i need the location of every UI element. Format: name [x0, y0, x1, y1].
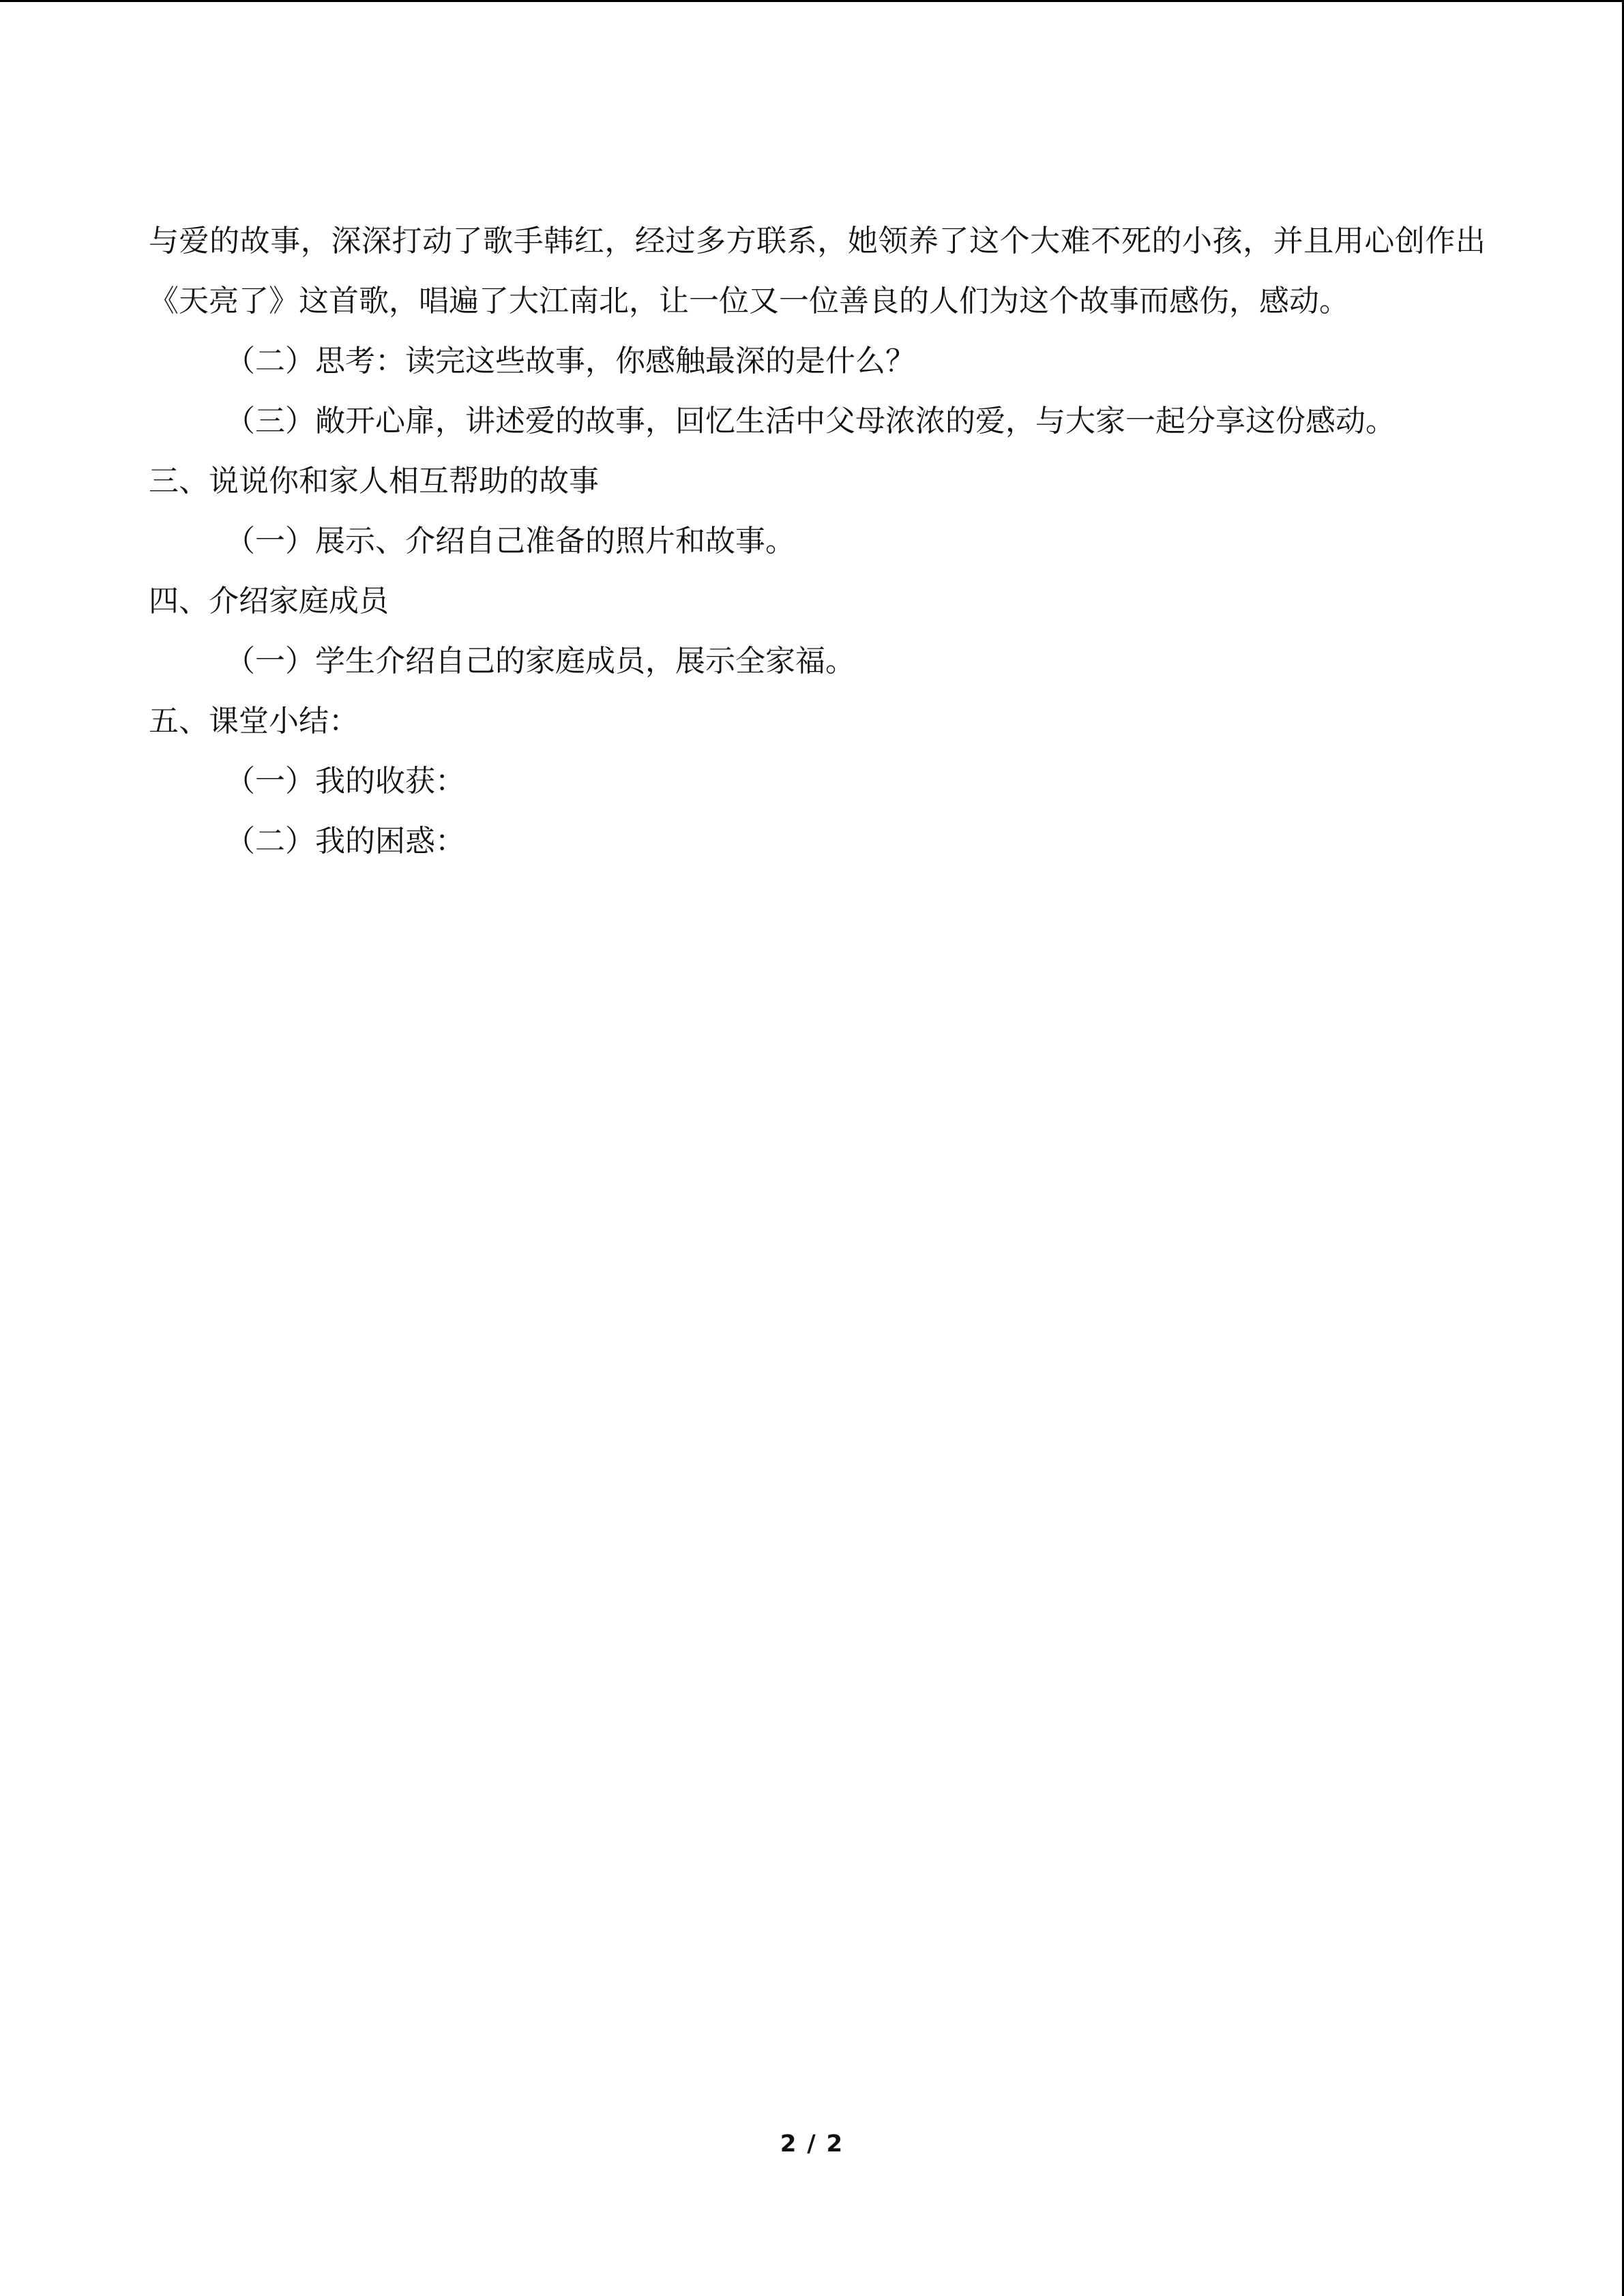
list-item-share-love: （三）敞开心扉，讲述爱的故事，回忆生活中父母浓浓的爱，与大家一起分享这份感动。 — [225, 404, 1396, 438]
paragraph-intro-continued: 与爱的故事，深深打动了歌手韩红，经过多方联系，她领养了这个大难不死的小孩，并且用心创作出《天亮了》这首歌，唱遍了大江南北，让一位又一位善良的人们为这个故事而感伤，感动。 — [149, 224, 1486, 318]
list-item-gains: （一）我的收获： — [225, 764, 465, 799]
section-heading-family-help: 三、说说你和家人相互帮助的故事 — [149, 464, 599, 498]
top-border-line — [0, 0, 1624, 2]
document-body — [149, 211, 1486, 871]
section-heading-summary: 五、课堂小结： — [149, 704, 359, 739]
section-heading-family-members: 四、介绍家庭成员 — [149, 584, 389, 618]
list-item-confusion: （二）我的困惑： — [225, 824, 465, 859]
list-item-introduce-family: （一）学生介绍自己的家庭成员，展示全家福。 — [225, 644, 855, 679]
list-item-think: （二）思考：读完这些故事，你感触最深的是什么？ — [225, 344, 915, 378]
list-item-show-photos: （一）展示、介绍自己准备的照片和故事。 — [225, 524, 795, 558]
page-number: 2 / 2 — [780, 2130, 844, 2158]
